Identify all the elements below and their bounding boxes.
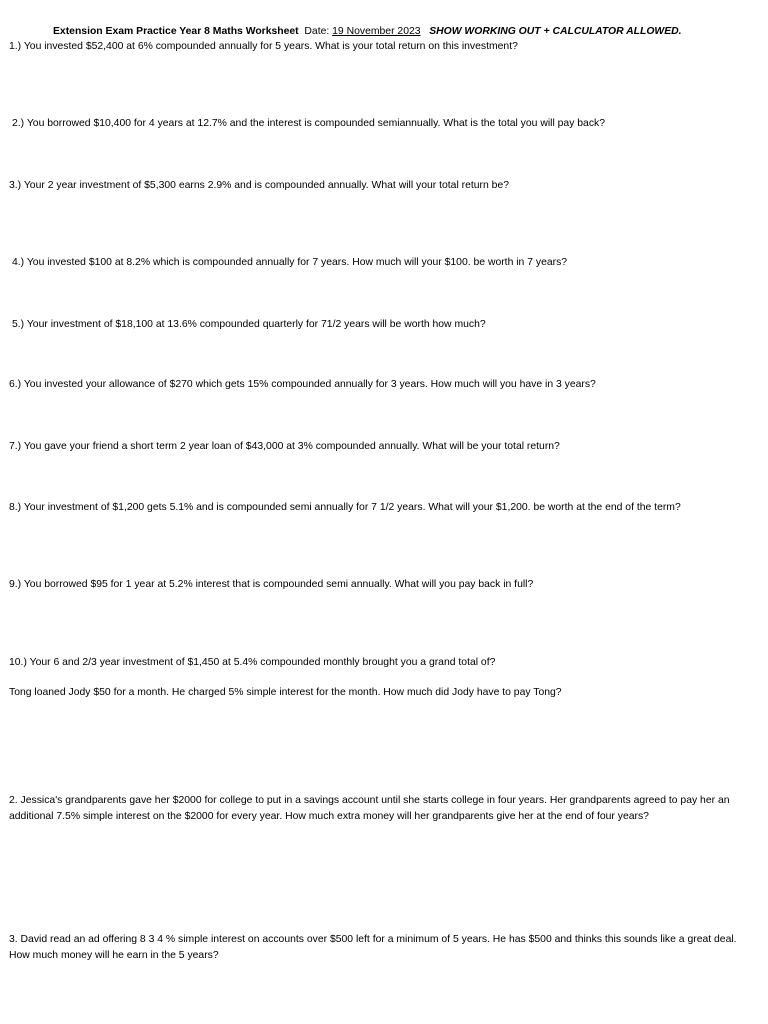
question-8: 8.) Your investment of $1,200 gets 5.1% and is compounded semi annually for 7 1/2 years. What will your $1,200. be worth at the end of the term?	[9, 502, 681, 513]
question-2: 2.) You borrowed $10,400 for 4 years at 12.7% and the interest is compounded semiannually. What is the total you will pay back?	[12, 118, 606, 129]
question-10: 10.) Your 6 and 2/3 year investment of $1,450 at 5.4% compounded monthly brought you a grand total of?	[9, 657, 496, 668]
question-5: 5.) Your investment of $18,100 at 13.6% compounded quarterly for 71/2 years will be worth how much?	[12, 319, 486, 330]
question-9: 9.) You borrowed $95 for 1 year at 5.2% interest that is compounded semi annually. What will you pay back in full?	[9, 579, 534, 590]
instructions: SHOW WORKING OUT + CALCULATOR ALLOWED.	[429, 26, 682, 37]
simple-interest-question-1: Tong loaned Jody $50 for a month. He charged 5% simple interest for the month. How much did Jody have to pay Tong?	[9, 687, 562, 698]
simple-interest-question-3: 3. David read an ad offering 8 3 4 % simple interest on accounts over $500 left for a minimum of 5 years. He has $500 and thinks this sounds like a great deal. How much money will he earn in the 5 years?	[9, 934, 737, 961]
worksheet-header	[53, 24, 682, 39]
date-value: 19 November 2023	[332, 26, 421, 37]
question-7: 7.) You gave your friend a short term 2 year loan of $43,000 at 3% compounded annually. What will be your total return?	[9, 441, 560, 452]
question-3: 3.) Your 2 year investment of $5,300 earns 2.9% and is compounded annually. What will your total return be?	[9, 180, 510, 191]
question-4: 4.) You invested $100 at 8.2% which is compounded annually for 7 years. How much will your $100. be worth in 7 years?	[12, 257, 568, 268]
date-label: Date:	[304, 26, 330, 37]
question-1: 1.) You invested $52,400 at 6% compounded annually for 5 years. What is your total return on this investment?	[9, 41, 518, 52]
worksheet-title: Extension Exam Practice Year 8 Maths Worksheet	[53, 26, 299, 37]
simple-interest-question-2: 2. Jessica's grandparents gave her $2000 for college to put in a savings account until she starts college in four years. Her grandparents agreed to pay her an additional 7.5% simple interest on the $2000 for every year. How much extra money will her grandparents give her at the end of four years?	[9, 795, 730, 822]
question-6: 6.) You invested your allowance of $270 which gets 15% compounded annually for 3 years. How much will you have in 3 years?	[9, 379, 596, 390]
